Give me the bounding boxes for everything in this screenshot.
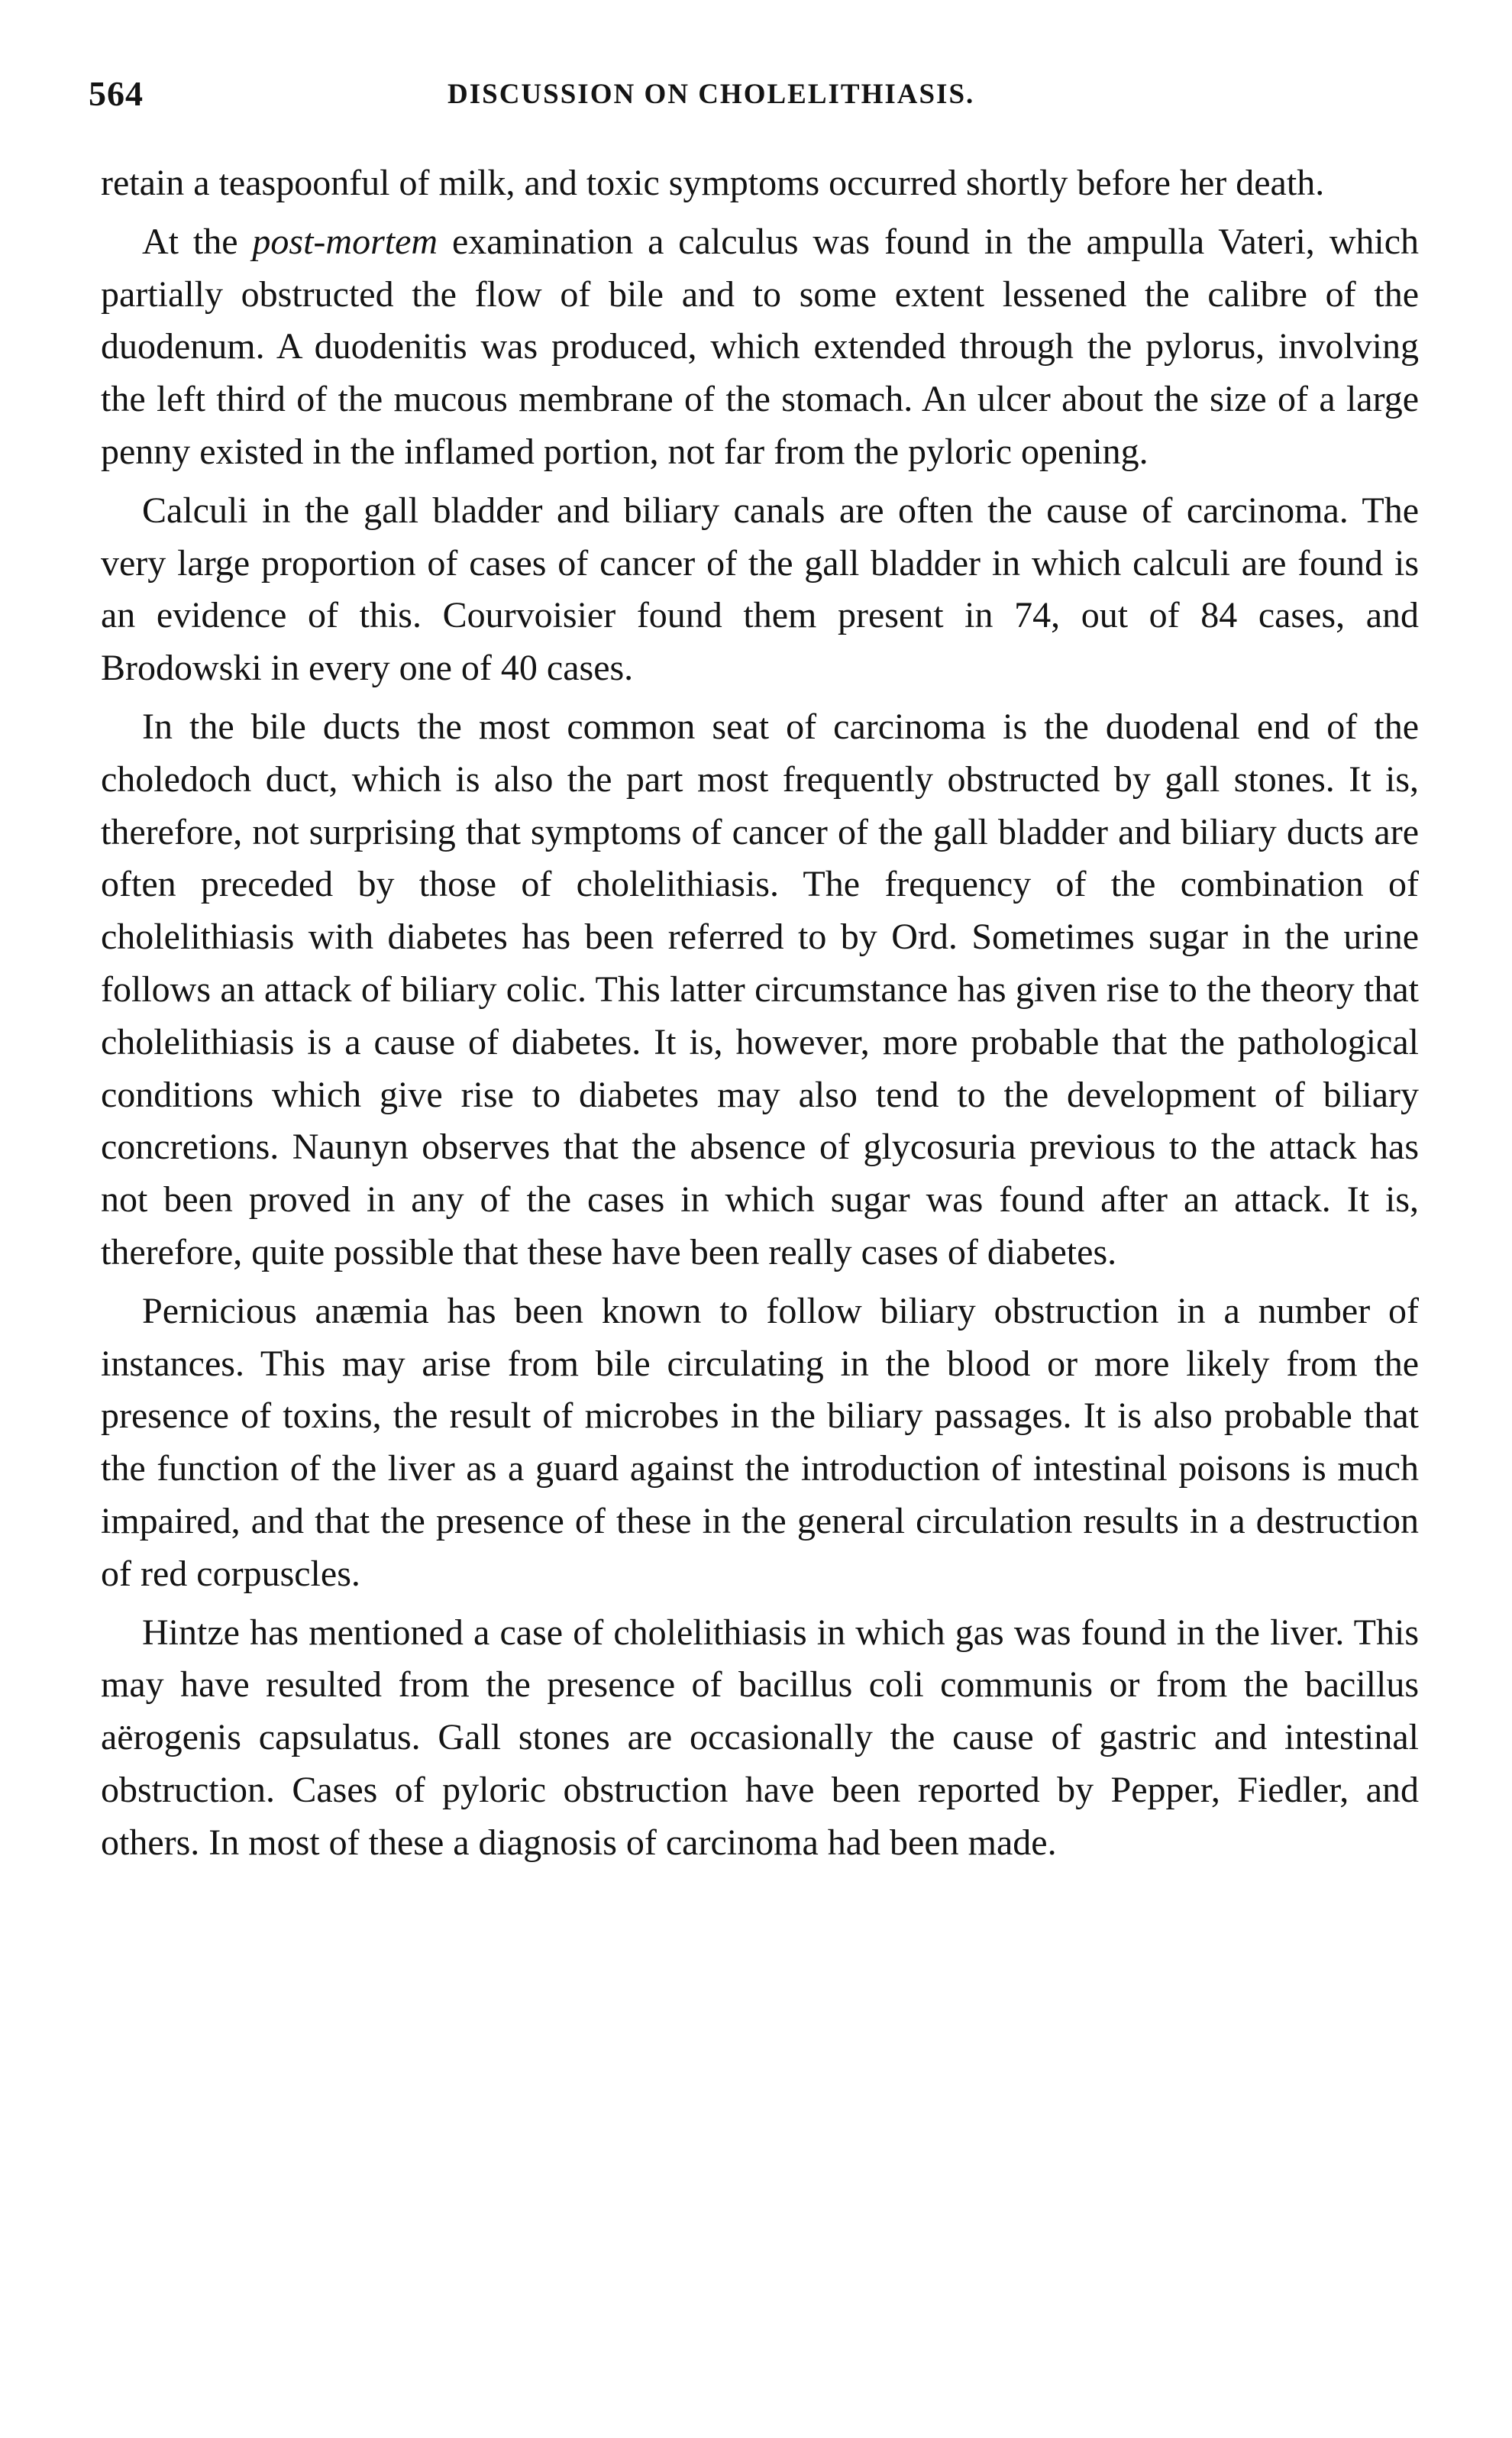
paragraph-4: In the bile ducts the most common seat of carcinoma is the duodenal end of the choledoch duct, which is also the part most frequently obstructed by gall stones. It is, therefore, not surprising that symptoms of cancer of the gall bladder and biliary ducts are often preceded by those of cholelithiasis. The frequency of the combination of cholelithiasis with diabetes has been referred to by Ord. Sometimes sugar in the urine follows an attack of biliary colic. This latter circumstance has given rise to the theory that cholelithiasis is a cause of diabetes. It is, however, more probable that the pathological conditions which give rise to diabetes may also tend to the development of biliary concretions. Naunyn observes that the absence of glycosuria previous to the attack has not been proved in any of the cases in which sugar was found after an attack. It is, therefore, quite possible that these have been really cases of diabetes. xyxy=(101,706,1419,1272)
paragraph-6: Hintze has mentioned a case of cholelithiasis in which gas was found in the liver. This may have resulted from the presence of bacillus coli communis or from the bacillus aërogenis capsulatus. Gall stones are occasionally the cause of gastric and intestinal obstruction. Cases of pyloric obstruction have been reported by Pepper, Fiedler, and others. In most of these a diagnosis of carcinoma had been made. xyxy=(101,1612,1419,1863)
paragraph-2-before-italic: At the xyxy=(142,221,253,262)
paragraph-3: Calculi in the gall bladder and biliary canals are often the cause of carcinoma. The very large proportion of cases of cancer of the gall bladder in which calculi are found is an evidence of this. Courvoisier found them present in 74, out of 84 cases, and Brodowski in every one of 40 cases. xyxy=(101,490,1419,689)
paragraph-2-italic: post-mortem xyxy=(252,221,438,262)
page-header xyxy=(89,73,1417,119)
page-number: 564 xyxy=(89,74,144,113)
paragraph-2 xyxy=(101,216,1419,479)
body-text xyxy=(101,157,1419,1876)
paragraph-2-after-italic: examination a calculus was found in the ampulla Vateri, which partially obstructed the flow of bile and to some extent lessened the calibre of the duodenum. A duodenitis was produced, which extended through the pylorus, involving the left third of the mucous membrane of the stomach. An ulcer about the size of a large penny existed in the inflamed portion, not far from the pyloric opening. xyxy=(101,221,1419,472)
running-head: DISCUSSION ON CHOLELITHIASIS. xyxy=(447,79,975,110)
paragraph-1: retain a teaspoonful of milk, and toxic symptoms occurred shortly before her death. xyxy=(101,163,1325,203)
paragraph-5: Pernicious anæmia has been known to follow biliary obstruction in a number of instances. This may arise from bile circulating in the blood or more likely from the presence of toxins, the result of microbes in the biliary passages. It is also probable that the function of the liver as a guard against the introduction of intestinal poisons is much impaired, and that the presence of these in the general circulation results in a destruction of red corpuscles. xyxy=(101,1290,1419,1594)
